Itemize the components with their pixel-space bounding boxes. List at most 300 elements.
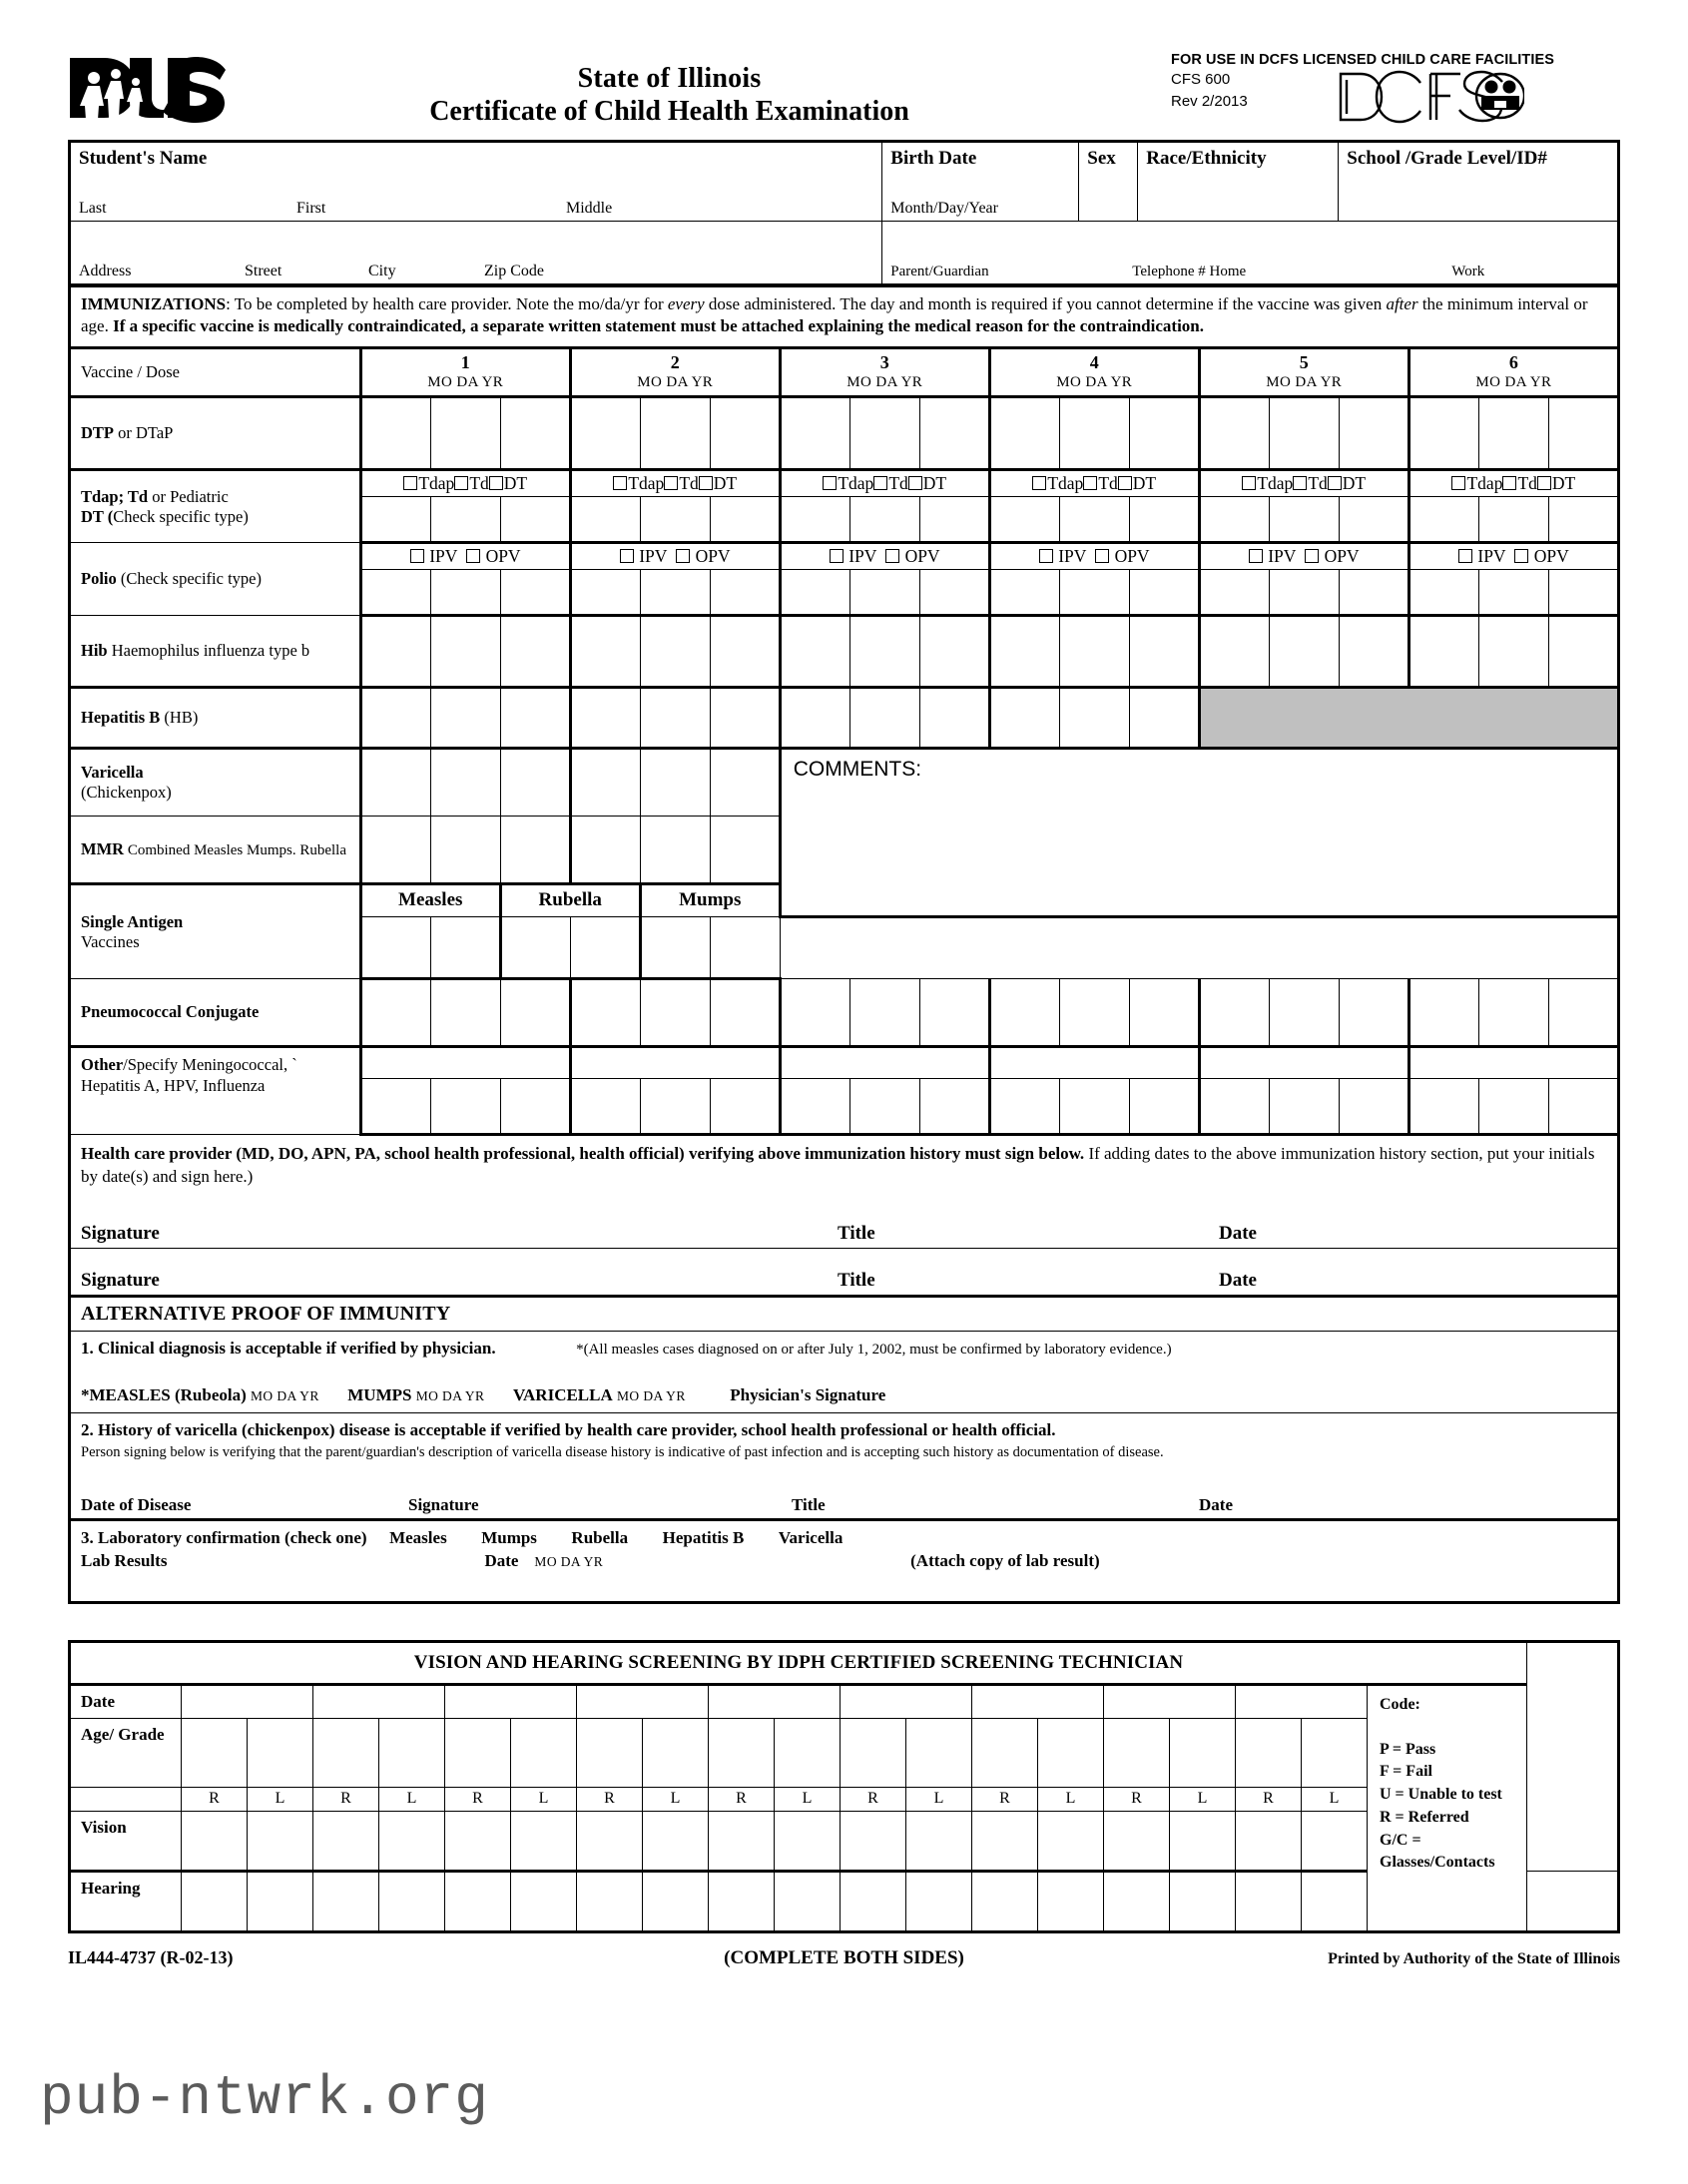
- opt-dt: DT: [1342, 473, 1367, 494]
- dose-cell[interactable]: [1059, 397, 1129, 470]
- checkbox-dt[interactable]: [1118, 476, 1132, 490]
- footer-form-id: IL444-4737 (R-02-13): [68, 1946, 234, 1967]
- dose-cell[interactable]: [570, 616, 640, 688]
- checkbox-td[interactable]: [1293, 476, 1307, 490]
- dose-cell[interactable]: [710, 1079, 780, 1135]
- checkbox-td[interactable]: [1502, 476, 1516, 490]
- vision-date-cell[interactable]: [577, 1684, 709, 1718]
- dose-cell[interactable]: [710, 688, 780, 749]
- vision-result-cell[interactable]: [906, 1811, 972, 1871]
- dose-cell[interactable]: [500, 817, 570, 884]
- signature-label: Signature: [408, 1494, 479, 1514]
- dose-cell[interactable]: [780, 570, 849, 616]
- opt-dt: DT: [1551, 473, 1576, 494]
- dose-cell[interactable]: [1408, 979, 1478, 1047]
- hearing-result-cell[interactable]: [445, 1871, 511, 1931]
- dose-cell[interactable]: [1129, 397, 1199, 470]
- dose-cell[interactable]: [360, 616, 430, 688]
- dose-cell[interactable]: [1199, 570, 1269, 616]
- dose-cell[interactable]: [360, 397, 430, 470]
- dose-cell[interactable]: [360, 979, 430, 1047]
- opt-td: Td: [469, 473, 489, 494]
- other-spacer-cell[interactable]: [570, 1047, 780, 1079]
- dose-cell[interactable]: [1548, 1079, 1618, 1135]
- checkbox-opv[interactable]: [1095, 549, 1109, 563]
- hearing-result-cell[interactable]: [841, 1871, 906, 1931]
- physician-signature-label: Physician's Signature: [730, 1384, 886, 1404]
- dose-cell[interactable]: [1478, 979, 1548, 1047]
- dose-cell[interactable]: [360, 497, 430, 543]
- vision-date-cell[interactable]: [445, 1684, 577, 1718]
- dose-cell[interactable]: [1269, 570, 1339, 616]
- dose-cell[interactable]: [919, 1079, 989, 1135]
- opt-td: Td: [888, 473, 908, 494]
- checkbox-dt[interactable]: [699, 476, 713, 490]
- dose-cell[interactable]: [640, 1079, 710, 1135]
- dose-cell[interactable]: [640, 616, 710, 688]
- checkbox-tdap[interactable]: [613, 476, 627, 490]
- dose-cell[interactable]: [570, 979, 640, 1047]
- dose-cell[interactable]: [430, 749, 500, 817]
- alt-proof-item2: [70, 1412, 1619, 1443]
- checkbox-td[interactable]: [873, 476, 887, 490]
- dose-cell[interactable]: [710, 616, 780, 688]
- dose-cell[interactable]: [989, 570, 1059, 616]
- dose-cell[interactable]: [1478, 1079, 1548, 1135]
- vision-result-cell[interactable]: [182, 1811, 248, 1871]
- vision-result-cell[interactable]: [379, 1811, 445, 1871]
- age-grade-cell[interactable]: [643, 1718, 709, 1787]
- dose-cell[interactable]: [1059, 616, 1129, 688]
- dose-cell[interactable]: [500, 688, 570, 749]
- checkbox-tdap[interactable]: [823, 476, 837, 490]
- dose-cell[interactable]: [1129, 1079, 1199, 1135]
- label-rest: (Chickenpox): [81, 783, 172, 803]
- dose-cell[interactable]: [1408, 570, 1478, 616]
- dose-cell[interactable]: [500, 497, 570, 543]
- dose-cell[interactable]: [430, 616, 500, 688]
- student-name-cell[interactable]: [70, 142, 882, 222]
- tdap-checkgroup-2[interactable]: [570, 470, 780, 497]
- hearing-result-cell[interactable]: [1236, 1871, 1302, 1931]
- dose-cell[interactable]: [780, 397, 849, 470]
- dose-cell[interactable]: [500, 917, 570, 979]
- school-grade-cell[interactable]: [1339, 142, 1619, 222]
- dose-cell[interactable]: [640, 397, 710, 470]
- polio-checkgroup-1[interactable]: [360, 543, 570, 570]
- hearing-result-cell[interactable]: [775, 1871, 841, 1931]
- dose-cell[interactable]: [1548, 497, 1618, 543]
- dose-cell[interactable]: [430, 397, 500, 470]
- checkbox-opv[interactable]: [1305, 549, 1319, 563]
- age-grade-cell[interactable]: [1302, 1718, 1368, 1787]
- vaccine-row-dtp: [70, 397, 1619, 470]
- dose-cell[interactable]: [989, 979, 1059, 1047]
- tdap-checkgroup-4[interactable]: [989, 470, 1199, 497]
- form-revision: Rev 2/2013: [1171, 93, 1248, 111]
- dose-cell[interactable]: [1408, 1079, 1478, 1135]
- opt-ipv: IPV: [429, 546, 458, 567]
- dose-cell[interactable]: [849, 688, 919, 749]
- dose-cell[interactable]: [780, 497, 849, 543]
- checkbox-tdap[interactable]: [1032, 476, 1046, 490]
- checkbox-ipv[interactable]: [1458, 549, 1472, 563]
- age-grade-cell[interactable]: [379, 1718, 445, 1787]
- vaccine-row-hib: [70, 616, 1619, 688]
- hearing-result-cell[interactable]: [379, 1871, 445, 1931]
- checkbox-dt[interactable]: [489, 476, 503, 490]
- vision-result-cell[interactable]: [972, 1811, 1038, 1871]
- vision-result-cell[interactable]: [511, 1811, 577, 1871]
- dose-cell[interactable]: [360, 570, 430, 616]
- vision-result-cell[interactable]: [1038, 1811, 1104, 1871]
- vision-date-cell[interactable]: [972, 1684, 1104, 1718]
- dose-cell[interactable]: [360, 749, 430, 817]
- dose-cell[interactable]: [500, 616, 570, 688]
- dose-cell[interactable]: [780, 1079, 849, 1135]
- vision-result-cell[interactable]: [445, 1811, 511, 1871]
- dose-cell[interactable]: [1339, 397, 1408, 470]
- dose-cell[interactable]: [989, 397, 1059, 470]
- dose-cell[interactable]: [1339, 570, 1408, 616]
- vision-hearing-table: [68, 1640, 1620, 1933]
- age-grade-cell[interactable]: [445, 1718, 511, 1787]
- vision-date-cell[interactable]: [709, 1684, 841, 1718]
- checkbox-td[interactable]: [664, 476, 678, 490]
- dose-cell[interactable]: [1339, 497, 1408, 543]
- dose-cell[interactable]: [1548, 397, 1618, 470]
- dose-cell[interactable]: [430, 688, 500, 749]
- age-grade-cell[interactable]: [906, 1718, 972, 1787]
- hearing-result-cell[interactable]: [1170, 1871, 1236, 1931]
- dose-cell[interactable]: [640, 497, 710, 543]
- dose-cell[interactable]: [919, 397, 989, 470]
- dose-cell[interactable]: [1199, 616, 1269, 688]
- race-label: Race/Ethnicity: [1146, 148, 1267, 169]
- checkbox-tdap[interactable]: [1451, 476, 1465, 490]
- dose-cell[interactable]: [1478, 397, 1548, 470]
- dose-cell[interactable]: [430, 570, 500, 616]
- dose-cell[interactable]: [1059, 688, 1129, 749]
- age-grade-cell[interactable]: [1104, 1718, 1170, 1787]
- rl-header-r: R: [1104, 1787, 1170, 1811]
- dose-cell[interactable]: [500, 749, 570, 817]
- age-grade-cell[interactable]: [511, 1718, 577, 1787]
- dose-cell[interactable]: [849, 1079, 919, 1135]
- vision-result-cell[interactable]: [577, 1811, 643, 1871]
- dose-cell[interactable]: [1059, 570, 1129, 616]
- rl-header-l: L: [1302, 1787, 1368, 1811]
- dose-cell[interactable]: [360, 1079, 430, 1135]
- label-bold: Other: [81, 1055, 124, 1075]
- age-grade-cell[interactable]: [841, 1718, 906, 1787]
- dose-cell[interactable]: [500, 979, 570, 1047]
- dose-cell[interactable]: [710, 497, 780, 543]
- age-grade-cell[interactable]: [313, 1718, 379, 1787]
- dose-cell[interactable]: [1408, 397, 1478, 470]
- other-spacer-cell[interactable]: [989, 1047, 1199, 1079]
- dose-cell[interactable]: [1548, 570, 1618, 616]
- tdap-checkgroup-1[interactable]: [360, 470, 570, 497]
- checkbox-dt[interactable]: [1537, 476, 1551, 490]
- polio-checkgroup-6[interactable]: [1408, 543, 1618, 570]
- dose-cell[interactable]: [1269, 616, 1339, 688]
- checkbox-tdap[interactable]: [1242, 476, 1256, 490]
- dose-cell[interactable]: [640, 688, 710, 749]
- alt-proof-item2-fields[interactable]: [70, 1468, 1619, 1520]
- vision-result-cell[interactable]: [1302, 1811, 1368, 1871]
- dose-cell[interactable]: [1269, 979, 1339, 1047]
- dose-cell[interactable]: [919, 570, 989, 616]
- dose-cell[interactable]: [570, 570, 640, 616]
- dose-cell[interactable]: [430, 979, 500, 1047]
- dose-cell[interactable]: [710, 570, 780, 616]
- dose-cell[interactable]: [1478, 497, 1548, 543]
- dose-cell[interactable]: [710, 749, 780, 817]
- dose-cell[interactable]: [710, 917, 780, 979]
- polio-checkgroup-2[interactable]: [570, 543, 780, 570]
- dose-cell[interactable]: [570, 749, 640, 817]
- dose-cell[interactable]: [780, 616, 849, 688]
- dose-cell[interactable]: [989, 616, 1059, 688]
- age-grade-cell[interactable]: [577, 1718, 643, 1787]
- checkbox-ipv[interactable]: [1249, 549, 1263, 563]
- dose-cell[interactable]: [1129, 497, 1199, 543]
- signature-line-2[interactable]: [70, 1249, 1619, 1297]
- polio-checkgroup-4[interactable]: [989, 543, 1199, 570]
- dose-cell[interactable]: [500, 1079, 570, 1135]
- dose-cell[interactable]: [1478, 570, 1548, 616]
- vision-result-cell[interactable]: [1170, 1811, 1236, 1871]
- age-grade-cell[interactable]: [972, 1718, 1038, 1787]
- dose-cell[interactable]: [1129, 570, 1199, 616]
- immunization-intro: [70, 287, 1619, 348]
- dose-cell[interactable]: [919, 688, 989, 749]
- label-last: Last: [79, 200, 107, 217]
- dose-cell[interactable]: [989, 1079, 1059, 1135]
- other-spacer-cell[interactable]: [360, 1047, 570, 1079]
- opt-tdap: Tdap: [1257, 473, 1294, 494]
- age-grade-cell[interactable]: [775, 1718, 841, 1787]
- dose-cell[interactable]: [780, 688, 849, 749]
- age-grade-cell[interactable]: [1236, 1718, 1302, 1787]
- dose-cell[interactable]: [1199, 1079, 1269, 1135]
- dose-cell[interactable]: [430, 917, 500, 979]
- dose-cell[interactable]: [1339, 979, 1408, 1047]
- comments-area[interactable]: [780, 749, 1618, 917]
- dose-cell[interactable]: [989, 688, 1059, 749]
- vision-date-cell[interactable]: [1104, 1684, 1236, 1718]
- dose-cell[interactable]: [849, 397, 919, 470]
- antigen-head-rubella: Rubella: [500, 884, 640, 917]
- dose-cell[interactable]: [570, 1079, 640, 1135]
- dose-cell[interactable]: [1408, 616, 1478, 688]
- hearing-label: Hearing: [70, 1871, 182, 1931]
- dose-cell[interactable]: [1548, 616, 1618, 688]
- hearing-result-cell[interactable]: [313, 1871, 379, 1931]
- dose-cell[interactable]: [430, 497, 500, 543]
- checkbox-dt[interactable]: [1328, 476, 1342, 490]
- lab-opt-rubella: Rubella: [571, 1527, 629, 1547]
- vision-date-cell[interactable]: [841, 1684, 972, 1718]
- hearing-result-cell[interactable]: [709, 1871, 775, 1931]
- hearing-result-cell[interactable]: [906, 1871, 972, 1931]
- tdap-checkgroup-6[interactable]: [1408, 470, 1618, 497]
- dose-cell[interactable]: [1548, 979, 1618, 1047]
- mumps-label: MUMPS: [347, 1384, 412, 1404]
- hearing-result-cell[interactable]: [577, 1871, 643, 1931]
- lab-date-label: Date: [484, 1550, 519, 1570]
- dose-cell[interactable]: [1339, 1079, 1408, 1135]
- tdap-checkgroup-3[interactable]: [780, 470, 989, 497]
- polio-checkgroup-5[interactable]: [1199, 543, 1408, 570]
- checkbox-ipv[interactable]: [830, 549, 844, 563]
- hearing-result-cell[interactable]: [248, 1871, 313, 1931]
- checkbox-opv[interactable]: [676, 549, 690, 563]
- dose-cell[interactable]: [570, 397, 640, 470]
- parent-contact-cell[interactable]: [882, 222, 1619, 285]
- vision-result-cell[interactable]: [248, 1811, 313, 1871]
- vision-date-cell[interactable]: [182, 1684, 313, 1718]
- dose-cell[interactable]: [640, 817, 710, 884]
- dose-cell[interactable]: [989, 497, 1059, 543]
- dose-cell[interactable]: [710, 979, 780, 1047]
- dose-cell[interactable]: [570, 688, 640, 749]
- dose-cell[interactable]: [1129, 616, 1199, 688]
- vision-result-cell[interactable]: [1104, 1811, 1170, 1871]
- dose-cell[interactable]: [710, 817, 780, 884]
- vision-result-cell[interactable]: [709, 1811, 775, 1871]
- hearing-result-cell[interactable]: [1038, 1871, 1104, 1931]
- label-zip: Zip Code: [484, 263, 544, 279]
- dose-cell[interactable]: [1269, 1079, 1339, 1135]
- age-grade-cell[interactable]: [709, 1718, 775, 1787]
- dose-cell[interactable]: [919, 979, 989, 1047]
- hearing-result-cell[interactable]: [1104, 1871, 1170, 1931]
- checkbox-dt[interactable]: [908, 476, 922, 490]
- dose-cell[interactable]: [360, 917, 430, 979]
- item3-bold: 3. Laboratory confirmation (check one): [81, 1527, 367, 1547]
- dose-cell[interactable]: [570, 497, 640, 543]
- race-cell[interactable]: [1138, 142, 1339, 222]
- alt-proof-item3[interactable]: [70, 1519, 1619, 1551]
- dose-cell[interactable]: [640, 749, 710, 817]
- checkbox-opv[interactable]: [1514, 549, 1528, 563]
- opt-ipv: IPV: [1268, 546, 1297, 567]
- provider-note-rest: If adding dates to the above immunization history section, put your initials by date(s) and sign here.): [81, 1144, 1595, 1186]
- checkbox-tdap[interactable]: [403, 476, 417, 490]
- checkbox-ipv[interactable]: [1039, 549, 1053, 563]
- dose-cell[interactable]: [1199, 979, 1269, 1047]
- dose-cell[interactable]: [1059, 979, 1129, 1047]
- hearing-result-cell[interactable]: [511, 1871, 577, 1931]
- sex-cell[interactable]: [1079, 142, 1138, 222]
- dose-cell[interactable]: [849, 570, 919, 616]
- dose-cell[interactable]: [1129, 979, 1199, 1047]
- dose-cell[interactable]: [360, 688, 430, 749]
- dose-cell[interactable]: [1478, 616, 1548, 688]
- dose-cell[interactable]: [1059, 1079, 1129, 1135]
- vision-result-cell[interactable]: [841, 1811, 906, 1871]
- dose-cell[interactable]: [1408, 497, 1478, 543]
- dose-cell[interactable]: [570, 917, 640, 979]
- dose-cell[interactable]: [849, 497, 919, 543]
- dose-cell[interactable]: [849, 616, 919, 688]
- dose-cell[interactable]: [430, 1079, 500, 1135]
- label-rest: (Check specific type): [120, 569, 262, 589]
- checkbox-td[interactable]: [1083, 476, 1097, 490]
- checkbox-opv[interactable]: [466, 549, 480, 563]
- age-grade-cell[interactable]: [182, 1718, 248, 1787]
- age-grade-cell[interactable]: [248, 1718, 313, 1787]
- dose-cell[interactable]: [500, 397, 570, 470]
- age-grade-cell[interactable]: [1170, 1718, 1236, 1787]
- hearing-result-cell[interactable]: [1302, 1871, 1368, 1931]
- dose-cell[interactable]: [640, 570, 710, 616]
- dose-cell[interactable]: [1199, 497, 1269, 543]
- alt-proof-disease-dates[interactable]: [70, 1366, 1619, 1413]
- label-bold: Pneumococcal Conjugate: [81, 1002, 260, 1022]
- rl-header-l: L: [643, 1787, 709, 1811]
- dose-cell[interactable]: [1199, 397, 1269, 470]
- opt-tdap: Tdap: [1047, 473, 1084, 494]
- checkbox-ipv[interactable]: [410, 549, 424, 563]
- age-grade-cell[interactable]: [1038, 1718, 1104, 1787]
- checkbox-opv[interactable]: [885, 549, 899, 563]
- dose-cell[interactable]: [360, 817, 430, 884]
- dose-cell[interactable]: [919, 497, 989, 543]
- alt-proof-lab-results[interactable]: [70, 1551, 1619, 1603]
- dose-cell[interactable]: [640, 917, 710, 979]
- dose-cell[interactable]: [1269, 397, 1339, 470]
- checkbox-ipv[interactable]: [620, 549, 634, 563]
- dose-cell[interactable]: [1129, 688, 1199, 749]
- signature-label: Signature: [81, 1223, 160, 1245]
- signature-line-1[interactable]: [70, 1196, 1619, 1249]
- tdap-checkgroup-5[interactable]: [1199, 470, 1408, 497]
- polio-checkgroup-3[interactable]: [780, 543, 989, 570]
- other-spacer-cell[interactable]: [1199, 1047, 1408, 1079]
- dose-cell[interactable]: [1339, 616, 1408, 688]
- birth-date-cell[interactable]: [882, 142, 1079, 222]
- dose-cell[interactable]: [1269, 497, 1339, 543]
- dose-cell[interactable]: [640, 979, 710, 1047]
- vision-date-cell[interactable]: [313, 1684, 445, 1718]
- vision-result-cell[interactable]: [775, 1811, 841, 1871]
- vision-date-cell[interactable]: [1236, 1684, 1368, 1718]
- dose-cell[interactable]: [430, 817, 500, 884]
- dose-cell[interactable]: [570, 817, 640, 884]
- dose-cell[interactable]: [919, 616, 989, 688]
- other-spacer-cell[interactable]: [780, 1047, 989, 1079]
- dose-cell[interactable]: [500, 570, 570, 616]
- dose-cell[interactable]: [1059, 497, 1129, 543]
- vision-result-cell[interactable]: [643, 1811, 709, 1871]
- dose-cell[interactable]: [780, 979, 849, 1047]
- vision-result-cell[interactable]: [1236, 1811, 1302, 1871]
- dose-cell[interactable]: [849, 979, 919, 1047]
- vision-result-cell[interactable]: [313, 1811, 379, 1871]
- provider-note: [70, 1135, 1619, 1196]
- hearing-result-cell[interactable]: [972, 1871, 1038, 1931]
- dose-cell[interactable]: [710, 397, 780, 470]
- hearing-result-cell[interactable]: [643, 1871, 709, 1931]
- address-cell[interactable]: [70, 222, 882, 285]
- rl-header-l: L: [906, 1787, 972, 1811]
- other-spacer-cell[interactable]: [1408, 1047, 1618, 1079]
- hearing-result-cell[interactable]: [182, 1871, 248, 1931]
- checkbox-td[interactable]: [454, 476, 468, 490]
